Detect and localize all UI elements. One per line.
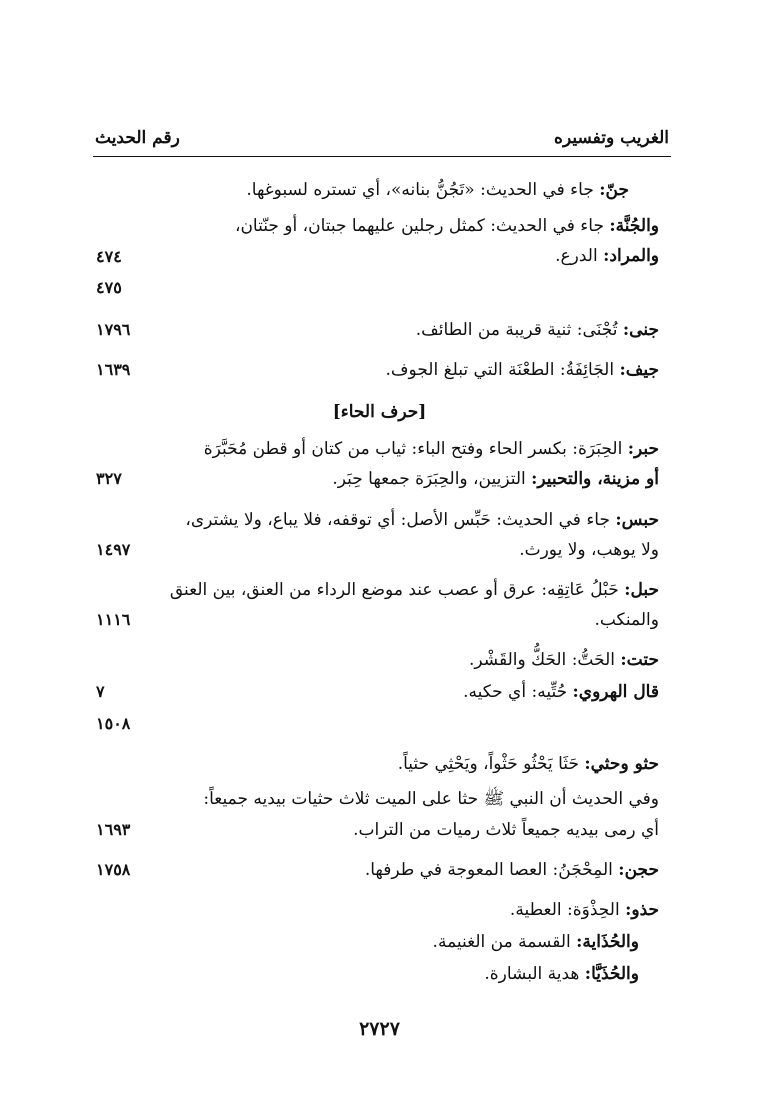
entry-line: والمراد: الدرع.: [555, 246, 659, 266]
hadith-number: ١٦٩٣: [96, 820, 131, 839]
header-rule: [93, 156, 671, 157]
entry-line: أو مزينة، والتحبير: التزيين، والحِبَرَة جمعها حِبَر.: [332, 469, 659, 489]
entry-line: جيف: الجَائِفَةُ: الطعْنَة التي تبلغ الجوف.: [385, 360, 659, 380]
section-heading: [حرف الحاء]: [332, 402, 427, 422]
hadith-number: ٣٢٧: [96, 469, 122, 488]
hadith-number: ١٤٩٧: [96, 540, 131, 559]
running-header: [95, 128, 669, 148]
page-number: ٢٧٢٧: [359, 1018, 400, 1040]
entry-line: حجن: المِحْجَنُ: العصا المعوجة في طرفها.: [364, 860, 659, 880]
entry-line: حبر: الحِبَرَة: بكسر الحاء وفتح الباء: ثياب من كتان أو قطن مُحَبَّرَة: [203, 439, 659, 459]
hadith-number: ١٥٠٨: [96, 714, 131, 733]
entry-line: والحُذَاية: القسمة من الغنيمة.: [432, 932, 639, 952]
entry-line: أي رمى بيديه جميعاً ثلاث رميات من التراب.: [353, 820, 659, 840]
entry-line: جنى: تُجْنَى: ثنية قريبة من الطائف.: [415, 320, 659, 340]
entry-line: جنّ: جاء في الحديث: «تَجُنُّ بنانه»، أي تستره لسبوغها.: [246, 180, 629, 200]
entry-line: ولا يوهب، ولا يورث.: [519, 540, 659, 560]
hadith-number: ٤٧٤: [96, 247, 122, 266]
entry-line: حثو وحثي: حَثَا يَحْثُو حَثْواً، ويَحْثِي حثياً.: [397, 754, 659, 774]
hadith-number: ٤٧٥: [96, 278, 122, 297]
entry-line: والمنكب.: [594, 610, 659, 630]
entry-line: حتت: الحَتُّ: الحَكُّ والقَشْر.: [469, 650, 659, 670]
header-column-label: رقم الحديث: [95, 128, 180, 148]
hadith-number: ٧: [96, 682, 105, 701]
entry-line: حبس: جاء في الحديث: حَبِّس الأصل: أي توقفه، فلا يباع، ولا يشترى،: [185, 510, 659, 530]
entry-line: حبل: حَبْلُ عَاتِقِه: عرق أو عصب عند موضع الرداء من العنق، بين العنق: [169, 580, 659, 600]
hadith-number: ١٦٣٩: [96, 360, 131, 379]
header-title: الغريب وتفسيره: [554, 128, 669, 148]
hadith-number: ١١١٦: [96, 610, 131, 629]
entry-line: قال الهروي: حُتِّيه: أي حكيه.: [463, 682, 659, 702]
entry-line: وفي الحديث أن النبي ﷺ حثا على الميت ثلاث حثيات بيديه جميعاً:: [203, 789, 659, 809]
hadith-number: ١٧٥٨: [96, 860, 131, 879]
entry-line: والجُنَّة: جاء في الحديث: كمثل رجلين عليهما جبتان، أو جنّتان،: [234, 216, 659, 236]
entry-line: حذو: الحِذْوَة: العطية.: [509, 900, 659, 920]
entry-line: والحُذَيَّا: هدية البشارة.: [484, 964, 639, 984]
hadith-number: ١٧٩٦: [96, 320, 131, 339]
